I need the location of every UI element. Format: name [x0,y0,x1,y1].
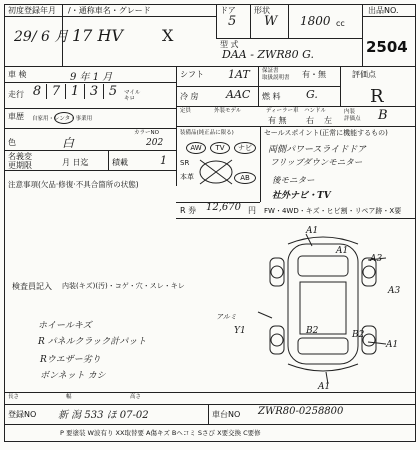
model-value: DAA - ZWR80 G. [222,48,315,61]
diagram-mark: A3 [370,254,383,264]
inspector-note: ボンネット カシ [40,371,106,381]
dealer-label: ディーラー車 [266,108,299,114]
fuel-label: 燃 料 [262,92,281,101]
first-reg-value: 29/ 6 月 [14,29,69,45]
door-value: 5 [228,14,237,29]
loading-value: 1 [160,154,167,167]
color-value: 白 [62,136,75,150]
guarantee-value: 有・無 [302,70,326,79]
interior-sub: 評価点 [344,116,361,122]
option-aw: AW [186,142,206,154]
shaken-label: 車 検 [8,70,27,79]
color-no-value: 202 [146,138,164,148]
shape-label: 形状 [254,6,270,15]
mileage-digit: 7 [47,84,66,99]
aircon-label: 冷 房 [180,92,199,101]
mileage-digit: 3 [85,84,104,99]
diagram-mark: A1 [386,340,399,350]
option-row-leather: 本革 [180,173,194,181]
selling-point: 後モニター [272,176,315,186]
fuel-value: G. [306,88,318,101]
car-damage-diagram [236,222,412,390]
score-value: R [370,86,384,107]
dealer-value: 有 無 [268,116,287,125]
name-change-label: 名義変更期限 [8,152,32,170]
shift-label: シフト [180,70,204,79]
history-options: 自家用・レンタ・事業用 [32,116,93,122]
reg-label: 登録NO [8,410,37,419]
recycle-value: 12,670 [206,202,241,213]
handle-alt: 左 [324,116,332,125]
inspector-note: R パネルクラック計パット [38,337,147,347]
mileage-label: 走行 [8,90,24,99]
chassis-value: ZWR80-0258800 [258,406,344,417]
recycle-unit: 円 [248,206,256,215]
option-tv: TV [210,142,230,154]
selling-point: フリップダウンモニター [270,158,363,168]
mileage-digit: 5 [108,84,118,99]
handle-value: 右 [306,116,314,125]
exterior-label: 外装モデル [214,108,242,114]
diagram-mark: A1 [336,246,349,256]
footer-legend: P 要塗装 W波有り XX取替要 A傷キズ Bヘコミ Sさび X要交換 C要修 [60,429,261,437]
mileage-digits [28,84,122,99]
length-label: 長さ [8,394,20,400]
selling-points-label: セールスポイント(正常に機能するもの) [264,129,388,137]
width-label: 幅 [66,394,72,400]
color-label: 色 [8,138,16,147]
option-row-sr: SR [180,159,190,167]
model-label: 型 式 [220,40,239,49]
lot-label: 出品NO. [368,6,399,15]
notes-label: 注意事項(欠品·修復·不具合箇所の状態) [8,180,139,189]
interior-label: 内装 [344,109,356,115]
diagram-mark: Y1 [234,326,246,336]
chassis-label: 車台NO [212,410,241,419]
score-label: 評価点 [352,70,376,79]
cc-unit: cc [336,19,345,28]
history-label: 車歴 [8,112,24,121]
interior-value: B [378,108,388,123]
inspector-legend: 内装(キズ)(汚)・コゲ・穴・スレ・キレ [62,282,185,290]
shape-value: W [264,14,278,29]
history-selected-mark [54,112,74,124]
diagram-mark: A3 [388,286,401,296]
flags-label: FW・4WD・キズ・ヒビ割・リペア跡・X要 [264,207,402,215]
handle-label: ハンドル [304,108,327,114]
door-label: ドア [220,6,236,15]
recycle-label: R 券 [180,206,197,215]
diagram-mark: A1 [306,226,319,236]
name-change-value: 月 日迄 [62,158,89,167]
option-navi: ナビ [234,142,256,154]
options-label: 装備品(純正品に限る) [180,130,234,136]
diagram-mark: A1 [318,382,331,392]
guarantee-label: 保証書 [262,68,279,74]
cc-value: 1800 [300,14,331,28]
mileage-unit: マイル キロ [124,90,141,102]
guarantee-sub: 取扱説明書 [262,75,290,81]
mileage-digit: 1 [66,84,85,99]
diagram-mark: アルミ [216,313,237,321]
diagram-mark: B2 [352,330,365,340]
selling-point: 社外ナビ・TV [272,191,331,201]
inspector-note: ホイールキズ [38,321,92,331]
aircon-value: AAC [226,88,251,101]
loading-label: 積載 [112,158,128,167]
shaken-value: 9 年 1 月 [70,72,113,83]
height-label: 高さ [130,394,142,400]
options-crossed-mark [196,156,236,188]
diagram-mark: B2 [306,326,319,336]
car-name-label: /・通称車名・グレード [68,6,151,15]
capacity-label: 定員 [180,108,192,114]
shift-value: 1AT [228,68,250,81]
inspector-note: Rウエザー劣り [40,355,101,365]
inspector-label: 検査員記入 [12,282,52,291]
color-no-label: カラーNO [134,130,159,136]
car-name-value: 17 HV [72,26,123,45]
car-name-mark: X [162,26,174,45]
reg-value: 新 潟 533 ほ 07-02 [58,410,149,421]
selling-point: 両側パワースライドドア [268,145,367,155]
mileage-digit: 8 [28,84,47,99]
option-ab: AB [234,172,256,184]
lot-value: 2504 [366,38,408,56]
first-reg-label: 初度登録年月 [8,6,56,15]
